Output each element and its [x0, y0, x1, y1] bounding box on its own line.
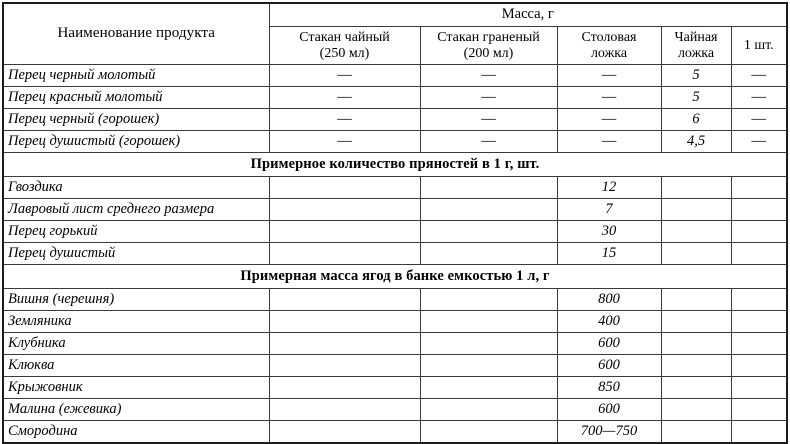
cell-cup-faceted [420, 289, 557, 311]
cell-cup-tea [269, 177, 420, 199]
product-mass-table [2, 2, 788, 444]
table-row [3, 65, 787, 87]
cell-cup-faceted [420, 355, 557, 377]
cell-tablespoon: 400 [557, 311, 661, 333]
table-row [3, 377, 787, 399]
product-name-cell: Вишня (черешня) [3, 289, 269, 311]
table-row [3, 131, 787, 153]
column-header-tablespoon-line2: ложка [590, 45, 628, 61]
cell-cup-tea: — [269, 109, 420, 131]
table-body [3, 65, 787, 444]
cell-cup-faceted [420, 377, 557, 399]
section-title: Примерная масса ягод в банке емкостью 1 л, г [3, 265, 787, 289]
column-header-teaspoon-line2: ложка [677, 45, 715, 61]
column-header-cup-tea-line2: (250 мл) [319, 45, 370, 61]
cell-teaspoon: 4,5 [661, 131, 731, 153]
column-header-cup-faceted [420, 27, 557, 65]
table-row [3, 289, 787, 311]
product-name-cell: Смородина [3, 421, 269, 444]
cell-cup-faceted [420, 199, 557, 221]
cell-teaspoon [661, 177, 731, 199]
cell-piece [731, 399, 787, 421]
cell-piece [731, 421, 787, 444]
column-header-cup-faceted-line1: Стакан граненый [437, 29, 540, 45]
cell-teaspoon [661, 333, 731, 355]
product-name-cell: Перец душистый [3, 243, 269, 265]
product-name-cell: Гвоздика [3, 177, 269, 199]
product-name-cell: Перец черный (горошек) [3, 109, 269, 131]
cell-cup-tea [269, 311, 420, 333]
section-header-row [3, 153, 787, 177]
cell-cup-faceted [420, 421, 557, 444]
product-name-cell: Перец черный молотый [3, 65, 269, 87]
cell-cup-tea [269, 199, 420, 221]
column-header-cup-faceted-line2: (200 мл) [463, 45, 514, 61]
header-row-group [3, 3, 787, 27]
cell-teaspoon [661, 421, 731, 444]
table-row [3, 243, 787, 265]
cell-teaspoon [661, 355, 731, 377]
table-row [3, 333, 787, 355]
table-row [3, 355, 787, 377]
table-row [3, 177, 787, 199]
cell-cup-tea [269, 221, 420, 243]
cell-tablespoon: 7 [557, 199, 661, 221]
product-name-cell: Земляника [3, 311, 269, 333]
table-row [3, 199, 787, 221]
table-head [3, 3, 787, 65]
cell-cup-tea [269, 289, 420, 311]
cell-piece [731, 311, 787, 333]
section-title: Примерное количество пряностей в 1 г, шт. [3, 153, 787, 177]
table-row [3, 421, 787, 444]
cell-teaspoon: 5 [661, 87, 731, 109]
cell-tablespoon: 800 [557, 289, 661, 311]
cell-tablespoon: 600 [557, 399, 661, 421]
column-header-teaspoon [661, 27, 731, 65]
table-row [3, 87, 787, 109]
table-row [3, 311, 787, 333]
column-header-teaspoon-line1: Чайная [674, 29, 718, 45]
cell-tablespoon: 850 [557, 377, 661, 399]
cell-cup-faceted [420, 243, 557, 265]
table-row [3, 221, 787, 243]
cell-cup-faceted: — [420, 109, 557, 131]
cell-cup-tea [269, 377, 420, 399]
cell-teaspoon [661, 289, 731, 311]
cell-cup-faceted [420, 333, 557, 355]
cell-cup-tea: — [269, 131, 420, 153]
product-name-cell: Перец красный молотый [3, 87, 269, 109]
cell-piece [731, 377, 787, 399]
cell-piece: — [731, 109, 787, 131]
cell-teaspoon: 5 [661, 65, 731, 87]
column-header-cup-tea [269, 27, 420, 65]
cell-teaspoon [661, 377, 731, 399]
cell-teaspoon [661, 399, 731, 421]
cell-piece [731, 177, 787, 199]
cell-cup-faceted: — [420, 87, 557, 109]
cell-piece: — [731, 65, 787, 87]
section-header-row [3, 265, 787, 289]
product-name-cell: Перец душистый (горошек) [3, 131, 269, 153]
cell-tablespoon: 600 [557, 355, 661, 377]
cell-cup-tea [269, 333, 420, 355]
cell-tablespoon: 15 [557, 243, 661, 265]
cell-cup-tea: — [269, 87, 420, 109]
cell-piece [731, 289, 787, 311]
cell-tablespoon: — [557, 131, 661, 153]
cell-cup-faceted [420, 177, 557, 199]
cell-tablespoon: 700—750 [557, 421, 661, 444]
cell-tablespoon: 30 [557, 221, 661, 243]
cell-piece: — [731, 131, 787, 153]
cell-tablespoon: 12 [557, 177, 661, 199]
product-name-cell: Перец горький [3, 221, 269, 243]
cell-piece [731, 355, 787, 377]
cell-tablespoon: — [557, 87, 661, 109]
column-header-piece: 1 шт. [731, 27, 787, 65]
cell-cup-tea [269, 399, 420, 421]
cell-teaspoon [661, 199, 731, 221]
product-name-cell: Клубника [3, 333, 269, 355]
product-name-cell: Малина (ежевика) [3, 399, 269, 421]
column-header-tablespoon-line1: Столовая [581, 29, 637, 45]
cell-cup-faceted: — [420, 65, 557, 87]
table-row [3, 399, 787, 421]
cell-cup-tea [269, 421, 420, 444]
cell-piece: — [731, 87, 787, 109]
product-name-cell: Клюква [3, 355, 269, 377]
cell-teaspoon [661, 243, 731, 265]
cell-cup-faceted: — [420, 131, 557, 153]
cell-piece [731, 221, 787, 243]
product-name-cell: Крыжовник [3, 377, 269, 399]
cell-cup-faceted [420, 399, 557, 421]
cell-tablespoon: 600 [557, 333, 661, 355]
cell-tablespoon: — [557, 109, 661, 131]
column-header-product-name: Наименование продукта [3, 3, 269, 65]
column-header-cup-tea-line1: Стакан чайный [299, 29, 390, 45]
cell-teaspoon [661, 311, 731, 333]
product-name-cell: Лавровый лист среднего размера [3, 199, 269, 221]
cell-cup-tea: — [269, 65, 420, 87]
column-header-tablespoon [557, 27, 661, 65]
cell-piece [731, 243, 787, 265]
cell-teaspoon: 6 [661, 109, 731, 131]
cell-teaspoon [661, 221, 731, 243]
cell-tablespoon: — [557, 65, 661, 87]
cell-cup-tea [269, 243, 420, 265]
cell-piece [731, 333, 787, 355]
column-header-mass-group: Масса, г [269, 3, 787, 27]
cell-piece [731, 199, 787, 221]
cell-cup-faceted [420, 311, 557, 333]
cell-cup-faceted [420, 221, 557, 243]
cell-cup-tea [269, 355, 420, 377]
table-row [3, 109, 787, 131]
